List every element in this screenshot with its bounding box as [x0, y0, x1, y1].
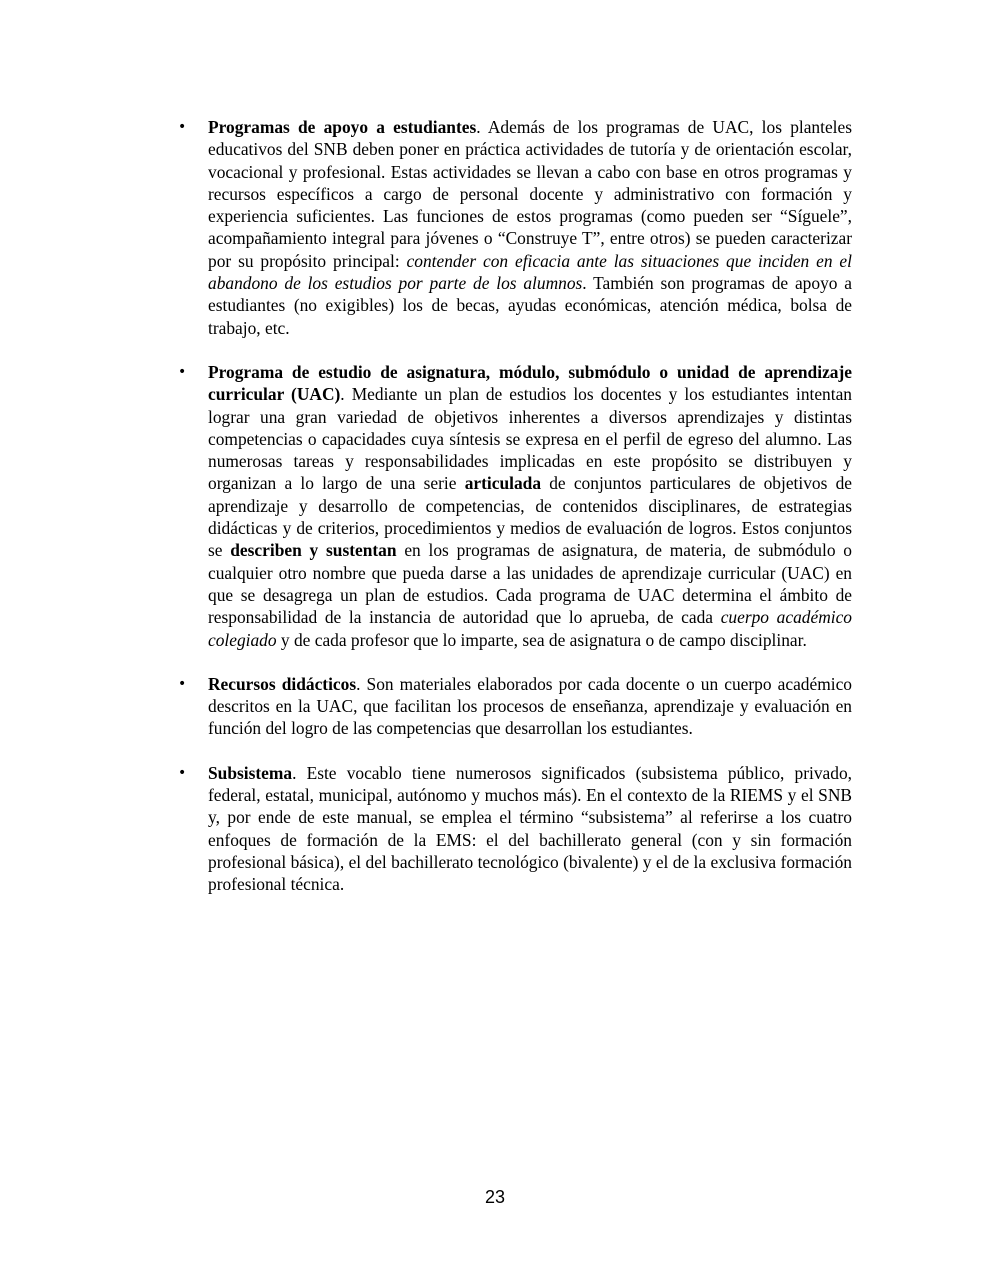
list-item — [178, 116, 852, 339]
definition-list — [178, 116, 852, 918]
item-text: y de cada profesor que lo imparte, sea de asignatura o de campo disciplinar. — [276, 629, 807, 650]
item-term: Programas de apoyo a estudiantes — [208, 117, 477, 137]
page-number: 23 — [484, 1187, 506, 1207]
list-item — [178, 361, 852, 651]
item-term: Recursos didácticos — [208, 673, 357, 694]
item-term: Subsistema — [208, 762, 293, 783]
bullet-icon: • — [178, 764, 187, 781]
item-emphasis: cuerpo académico colegiado — [208, 607, 852, 650]
item-text: . Este vocablo tiene numerosos significados (subsistema público, privado, federal, estatal, municipal, autónomo y muchos más). En el contexto de la RIEMS y el SNB y, por ende de este manual, se emplea el término “subsistema” al referirse a los cuatro enfoques de formación de la EMS: el del bachillerato general (con y sin formación profesional básica), el del bachillerato tecnológico (bivalente) y el de la exclusiva formación profesional técnica. — [208, 762, 852, 895]
bullet-icon: • — [178, 119, 187, 135]
item-emphasis: contender con eficacia ante las situaciones que inciden en el abandono de los estudios por parte de los alumnos — [208, 250, 852, 294]
item-text: de conjuntos particulares de objetivos de aprendizaje y desarrollo de competencias, de contenidos disciplinares, de estrategias didácticas y de criterios, procedimientos y medios de evaluación de logros. Estos conjuntos se — [208, 473, 852, 561]
bullet-icon: • — [178, 363, 187, 380]
item-text: . También son programas de apoyo a estudiantes (no exigibles) los de becas, ayudas económicas, atención médica, bolsa de trabajo, etc. — [208, 273, 852, 338]
item-text: en los programas de asignatura, de materia, de submódulo o cualquier otro nombre que pueda darse a las unidades de aprendizaje curricular (UAC) en que se desagrega un plan de estudios. Cada programa de UAC determina el ámbito de responsabilidad de la instancia de autoridad que lo aprueba, de cada — [208, 540, 852, 628]
list-item — [178, 762, 852, 896]
bullet-icon: • — [178, 675, 187, 692]
item-text: . Además de los programas de UAC, los planteles educativos del SNB deben poner en práctica actividades de tutoría y de orientación escolar, vocacional y profesional. Estas actividades se llevan a cabo con base en otros programas y recursos específicos a cargo de personal docente y administrativo con formación y experiencia suficientes. Las funciones de estos programas (como pueden ser “Síguele”, acompañamiento integral para jóvenes o “Construye T”, entre otros) se pueden caracterizar por su propósito principal: — [208, 117, 852, 271]
list-item — [178, 673, 852, 740]
item-bold-word: articulada — [464, 473, 542, 494]
item-text: . Son materiales elaborados por cada docente o un cuerpo académico descritos en la UAC, que facilitan los procesos de enseñanza, aprendizaje y evaluación en función del logro de las competencias que desarrollan los estudiantes. — [208, 673, 852, 739]
item-term: Programa de estudio de asignatura, módulo, submódulo o unidad de aprendizaje curricular (UAC) — [208, 361, 852, 405]
item-bold-phrase: describen y sustentan — [230, 540, 397, 561]
item-text: . Mediante un plan de estudios los docentes y los estudiantes intentan lograr una gran variedad de objetivos inherentes a diversos aprendizajes y distintas competencias o capacidades cuya síntesis se expresa en el perfil de egreso del alumno. Las numerosas tareas y responsabilidades implicadas en este propósito se distribuyen y organizan a lo largo de una serie — [208, 384, 853, 494]
